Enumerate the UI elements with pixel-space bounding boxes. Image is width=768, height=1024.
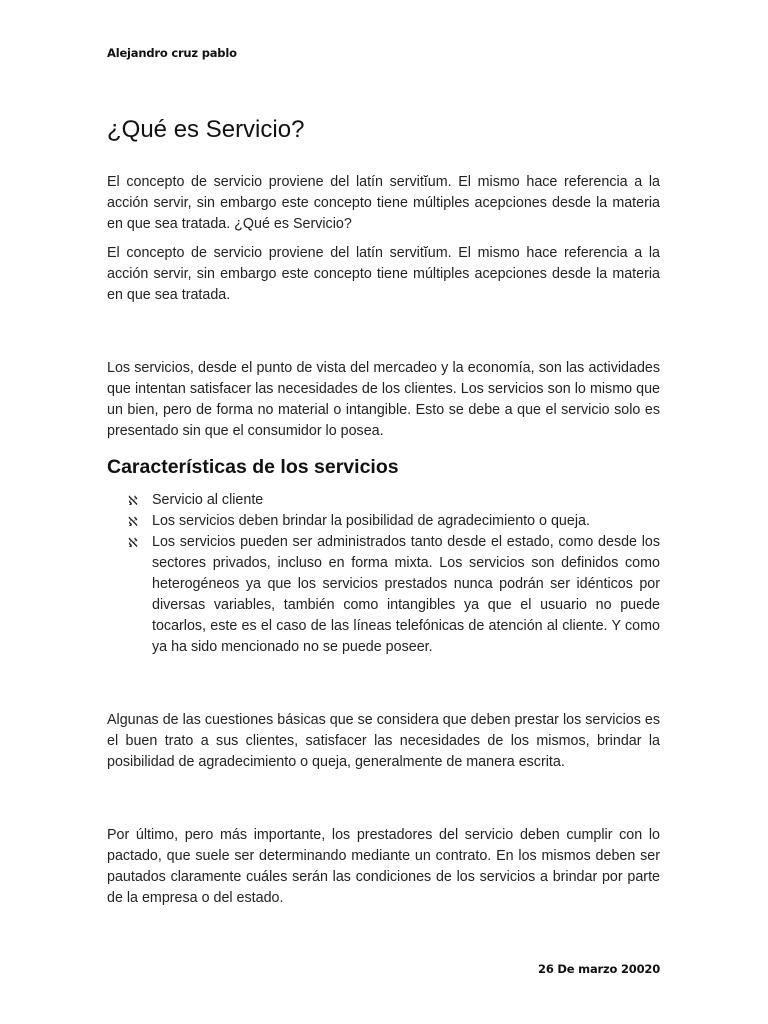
list-item-text: Servicio al cliente [152, 492, 264, 508]
document-body [107, 114, 660, 909]
footer-date: 26 De marzo 20020 [538, 962, 660, 976]
list-item [107, 532, 660, 658]
aleph-bullet-icon: ℵ [128, 514, 138, 529]
author-name: Alejandro cruz pablo [107, 46, 237, 60]
paragraph-3: Los servicios, desde el punto de vista del mercadeo y la economía, son las actividades que intentan satisfacer las necesidades de los clientes. Los servicios son lo mismo que un bien, pero de forma no material o intangible. Esto se debe a que el servicio solo es presentado sin que el consumidor lo posea. [107, 360, 660, 439]
characteristics-list [107, 490, 660, 658]
list-item [107, 490, 660, 511]
paragraph-1: El concepto de servicio proviene del latín servitĭum. El mismo hace referencia a la acción servir, sin embargo este concepto tiene múltiples acepciones desde la materia en que sea tratada. ¿Qué es Servicio? [107, 174, 660, 232]
list-item [107, 511, 660, 532]
page-title: ¿Qué es Servicio? [107, 116, 305, 143]
list-item-text: Los servicios deben brindar la posibilidad de agradecimiento o queja. [152, 513, 590, 529]
aleph-bullet-icon: ℵ [128, 535, 138, 550]
paragraph-4: Algunas de las cuestiones básicas que se considera que deben prestar los servicios es el buen trato a sus clientes, satisfacer las necesidades de los mismos, brindar la posibilidad de agradecimiento o queja, generalmente de manera escrita. [107, 712, 660, 770]
aleph-bullet-icon: ℵ [128, 493, 138, 508]
list-item-text: Los servicios pueden ser administrados tanto desde el estado, como desde los sectores privados, incluso en forma mixta. Los servicios son definidos como heterogéneos ya que los servicios prestados nunca podrán ser idénticos por diversas variables, también como intangibles ya que el usuario no puede tocarlos, este es el caso de las líneas telefónicas de atención al cliente. Y como ya ha sido mencionado no se puede poseer. [152, 534, 660, 655]
paragraph-2: El concepto de servicio proviene del latín servitĭum. El mismo hace referencia a la acción servir, sin embargo este concepto tiene múltiples acepciones desde la materia en que sea tratada. [107, 245, 660, 303]
paragraph-5: Por último, pero más importante, los prestadores del servicio deben cumplir con lo pactado, que suele ser determinando mediante un contrato. En los mismos deben ser pautados claramente cuáles serán las condiciones de los servicios a brindar por parte de la empresa o del estado. [107, 827, 660, 906]
section-heading: Características de los servicios [107, 456, 399, 478]
